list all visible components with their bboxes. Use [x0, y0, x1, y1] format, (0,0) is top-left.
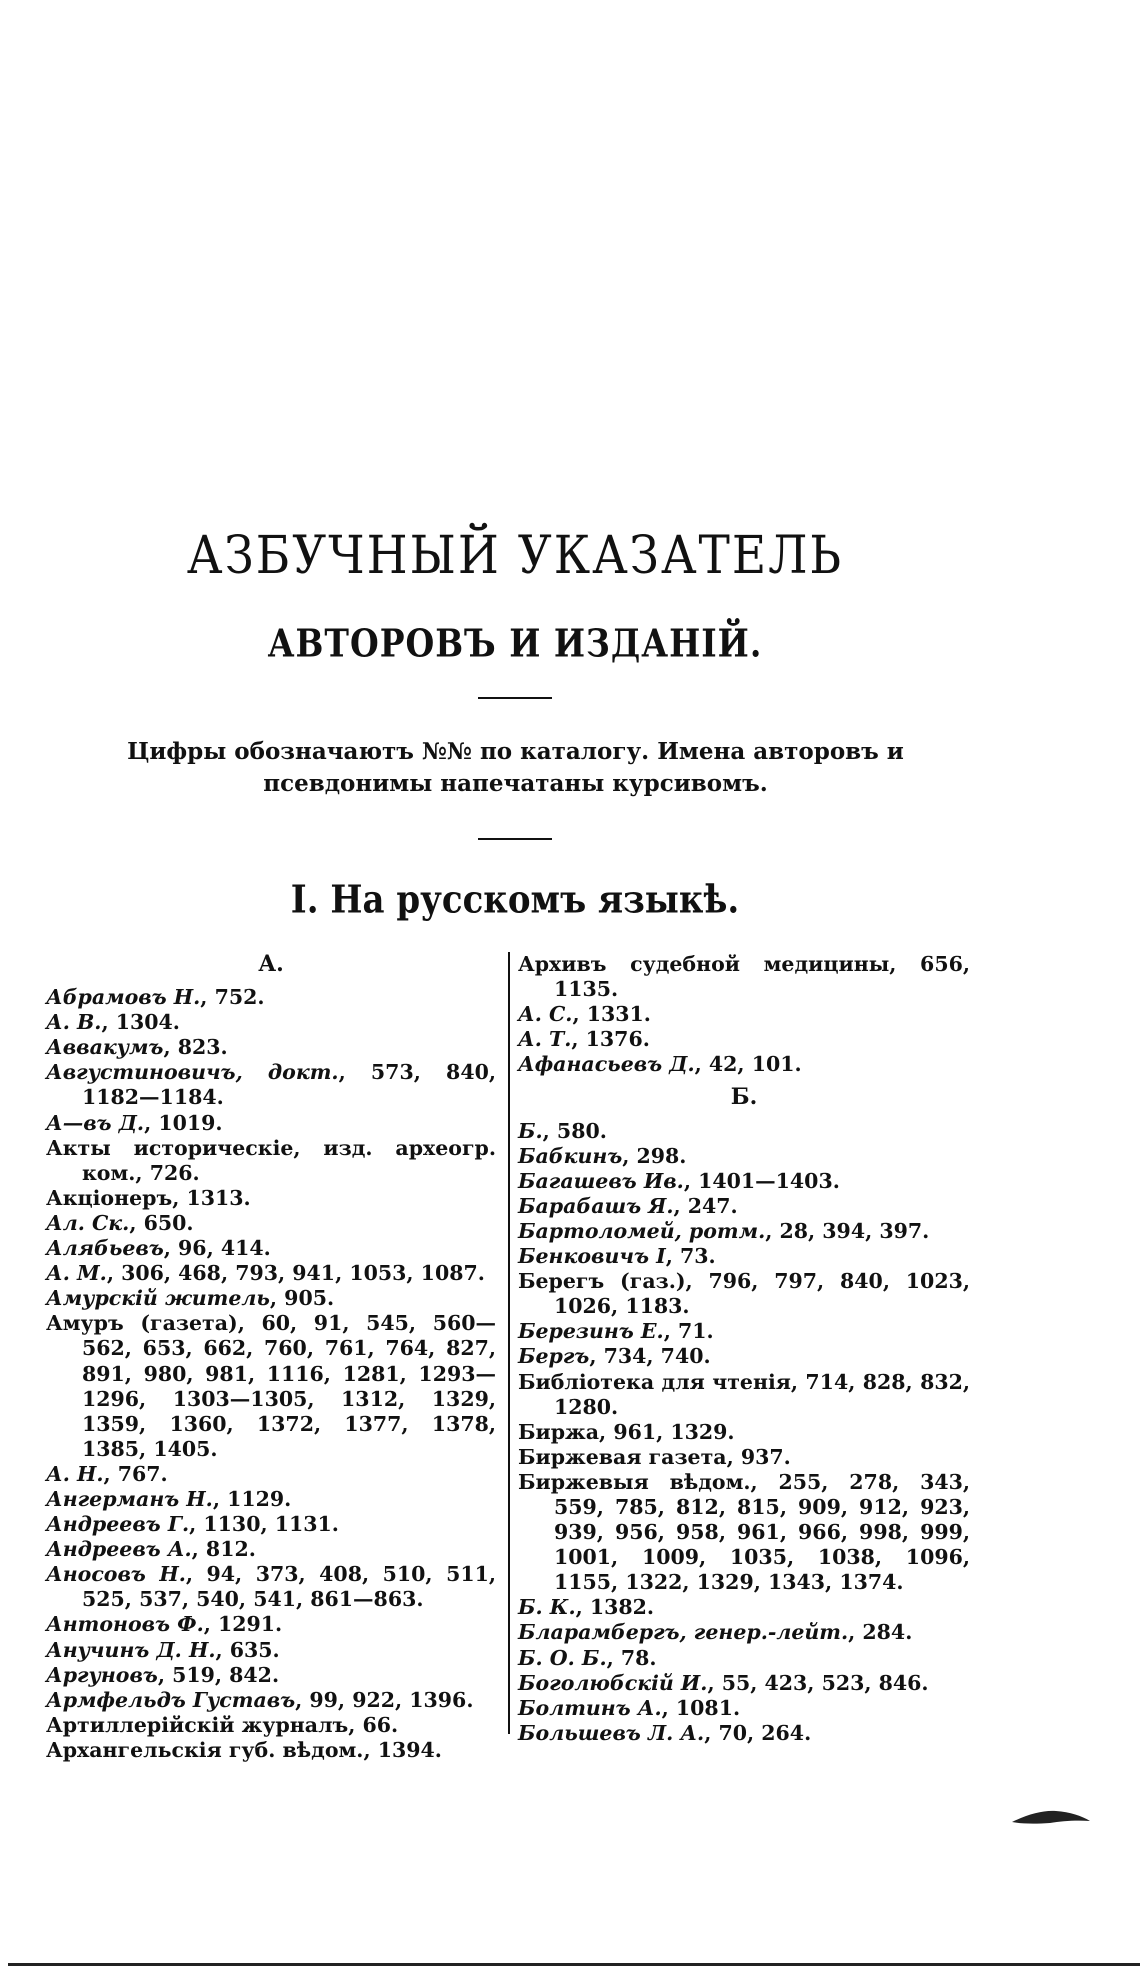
- index-entry: [518, 1219, 970, 1244]
- entry-references: , 55, 423, 523, 846.: [707, 1670, 929, 1695]
- index-entry: [518, 1646, 970, 1671]
- entry-author-name: Бларамбергъ, генер.-лейт.: [518, 1620, 849, 1645]
- index-entry: [518, 1445, 970, 1470]
- entry-references: , 1401—1403.: [683, 1168, 840, 1193]
- entry-references: , 573, 840, 1182—1184.: [82, 1060, 496, 1110]
- divider-rule: [478, 697, 552, 699]
- entry-list: [46, 985, 496, 1763]
- entry-references: , 1376.: [571, 1027, 650, 1052]
- entry-references: , 1304.: [101, 1010, 180, 1035]
- index-entry: [46, 1035, 496, 1060]
- entry-references: , 28, 394, 397.: [765, 1218, 930, 1243]
- entry-author-name: Аввакумъ: [46, 1035, 164, 1060]
- index-entry: [46, 1487, 496, 1512]
- divider-rule: [478, 838, 552, 840]
- entry-references: Артиллерійскій журналъ, 66.: [46, 1712, 399, 1737]
- entry-references: Акты историческіе, изд. археогр. ком., 726.: [46, 1135, 496, 1185]
- index-entry: [518, 1344, 970, 1369]
- entry-author-name: Б. К.: [518, 1595, 576, 1620]
- entry-references: , 73.: [665, 1244, 716, 1269]
- index-entry: [518, 1144, 970, 1169]
- index-entry: [46, 1713, 496, 1738]
- entry-references: , 734, 740.: [589, 1344, 711, 1369]
- index-entry: [518, 1620, 970, 1645]
- index-entry: [46, 1537, 496, 1562]
- entry-author-name: Ал. Ск.: [46, 1210, 130, 1235]
- entry-references: , 247.: [673, 1193, 738, 1218]
- entry-references: , 752.: [200, 985, 265, 1010]
- page-subtitle: АВТОРОВЪ И ИЗДАНІЙ.: [267, 621, 763, 666]
- entry-references: , 1129.: [212, 1486, 292, 1511]
- index-entry: [46, 1738, 496, 1763]
- index-entry: [46, 1638, 496, 1663]
- column-divider: [508, 952, 510, 1734]
- section-heading: I. На русскомъ языкѣ.: [290, 877, 740, 923]
- entry-references: , 905.: [269, 1286, 335, 1311]
- index-entry: [518, 1470, 970, 1595]
- entry-references: , 94, 373, 408, 510, 511, 525, 537, 540, 541, 861—863.: [82, 1562, 497, 1612]
- entry-references: , 1382.: [575, 1595, 655, 1620]
- index-entry: [46, 1261, 496, 1286]
- index-column-right: [518, 952, 970, 1746]
- entry-references: , 580.: [542, 1118, 607, 1143]
- entry-references: , 306, 468, 793, 941, 1053, 1087.: [106, 1261, 485, 1286]
- index-entry: [518, 952, 970, 1002]
- entry-author-name: Барабашъ Я.: [518, 1193, 674, 1218]
- index-entry: [46, 1311, 496, 1462]
- index-entry: [518, 1052, 970, 1077]
- entry-references: , 71.: [663, 1319, 714, 1344]
- index-entry: [46, 1612, 496, 1637]
- entry-references: , 1331.: [572, 1002, 651, 1027]
- entry-references: , 823.: [163, 1035, 228, 1060]
- entry-author-name: Багашевъ Ив.: [518, 1168, 684, 1193]
- index-entry: [518, 1169, 970, 1194]
- index-entry: [46, 1136, 496, 1186]
- entry-author-name: Андреевъ Г.: [46, 1512, 190, 1537]
- entry-references: , 78.: [606, 1645, 657, 1670]
- page-title: АЗБУЧНЫЙ УКАЗАТЕЛЬ: [186, 524, 844, 587]
- entry-references: , 1130, 1131.: [189, 1512, 339, 1537]
- entry-references: , 70, 264.: [704, 1720, 812, 1745]
- entry-references: Биржа, 961, 1329.: [518, 1419, 735, 1444]
- entry-author-name: Амурскій житель: [46, 1286, 270, 1311]
- entry-author-name: Аносовъ Н.: [46, 1562, 186, 1587]
- index-entry: [46, 1286, 496, 1311]
- index-entry: [46, 1663, 496, 1688]
- entry-author-name: Болтинъ А.: [518, 1695, 662, 1720]
- index-entry: [46, 1186, 496, 1211]
- entry-references: Биржевая газета, 937.: [518, 1444, 791, 1469]
- entry-author-name: Б. О. Б.: [518, 1645, 607, 1670]
- entry-author-name: Алябьевъ: [46, 1236, 164, 1261]
- index-entry: [518, 1370, 970, 1420]
- letter-heading-b: Б.: [730, 1084, 758, 1111]
- entry-references: Амуръ (газета), 60, 91, 545, 560—562, 653, 662, 760, 761, 764, 827, 891, 980, 981, 1116, 1281, 1293—1296, 1303—1305, 1312, 1329, 1359, 1360, 1372, 1377, 1378, 1385, 1405.: [46, 1311, 496, 1461]
- entry-author-name: Афанасьевъ Д.: [518, 1052, 695, 1077]
- entry-author-name: Большевъ Л. А.: [518, 1720, 705, 1745]
- index-entry: [46, 1688, 496, 1713]
- index-entry: [518, 1269, 970, 1319]
- entry-author-name: А. Н.: [46, 1461, 104, 1486]
- entry-author-name: Бергъ: [518, 1344, 590, 1369]
- entry-references: , 1081.: [661, 1695, 741, 1720]
- entry-list: [518, 1119, 970, 1746]
- index-entry: [46, 985, 496, 1010]
- letter-heading-a: А.: [258, 951, 284, 977]
- entry-author-name: Армфельдъ Густавъ: [46, 1687, 296, 1712]
- index-entry: [46, 1236, 496, 1261]
- entry-author-name: А. Т.: [518, 1027, 572, 1052]
- entry-references: Берегъ (газ.), 796, 797, 840, 1023, 1026, 1183.: [518, 1269, 970, 1319]
- entry-author-name: Антоновъ Ф.: [46, 1612, 204, 1637]
- index-entry: [46, 1211, 496, 1236]
- entry-author-name: А—въ Д.: [46, 1110, 145, 1135]
- entry-author-name: Августиновичъ, докт.: [46, 1060, 339, 1085]
- index-entry: [518, 1244, 970, 1269]
- entry-author-name: Бартоломей, ротм.: [518, 1218, 766, 1243]
- index-entry: [46, 1060, 496, 1110]
- entry-references: , 42, 101.: [694, 1052, 802, 1077]
- entry-author-name: Ангерманъ Н.: [46, 1486, 213, 1511]
- index-entry: [46, 1562, 496, 1612]
- entry-author-name: А. М.: [46, 1261, 107, 1286]
- entry-references: , 298.: [622, 1143, 687, 1168]
- entry-author-name: Аргуновъ: [46, 1662, 158, 1687]
- entry-references: Архангельскія губ. вѣдом., 1394.: [46, 1737, 442, 1762]
- entry-references: , 767.: [103, 1461, 168, 1486]
- index-entry: [46, 1010, 496, 1035]
- entry-references: Биржевыя вѣдом., 255, 278, 343, 559, 785, 812, 815, 909, 912, 923, 939, 956, 958, 961, 966, 998, 999, 1001, 1009, 1035, 1038, 1096, 1155, 1322, 1329, 1343, 1374.: [518, 1469, 970, 1595]
- entry-author-name: Бабкинъ: [518, 1143, 623, 1168]
- entry-references: , 519, 842.: [157, 1662, 280, 1687]
- index-entry: [518, 1319, 970, 1344]
- index-column-left: [46, 952, 496, 1763]
- page-bottom-edge: [8, 1963, 1140, 1966]
- index-entry: [518, 1119, 970, 1144]
- index-entry: [518, 1671, 970, 1696]
- index-entry: [46, 1111, 496, 1136]
- explanatory-note: Цифры обозначаютъ №№ по каталогу. Имена авторовъ и псевдонимы напечатаны курсивомъ.: [127, 738, 904, 797]
- entry-author-name: Абрамовъ Н.: [46, 985, 201, 1010]
- entry-author-name: Боголюбскій И.: [518, 1670, 708, 1695]
- entry-author-name: Березинъ Е.: [518, 1319, 664, 1344]
- index-entry: [518, 1721, 970, 1746]
- entry-references: , 812.: [191, 1537, 256, 1562]
- entry-references: , 284.: [848, 1620, 913, 1645]
- entry-list: [518, 952, 970, 1077]
- index-entry: [518, 1027, 970, 1052]
- entry-author-name: Анучинъ Д. Н.: [46, 1637, 216, 1662]
- index-entry: [46, 1462, 496, 1487]
- entry-references: , 99, 922, 1396.: [295, 1687, 474, 1712]
- index-entry: [518, 1595, 970, 1620]
- index-entry: [518, 1002, 970, 1027]
- entry-references: , 96, 414.: [163, 1236, 271, 1261]
- index-entry: [518, 1194, 970, 1219]
- entry-references: Акціонеръ, 1313.: [46, 1185, 251, 1210]
- entry-author-name: Б.: [518, 1118, 543, 1143]
- entry-references: Библіотека для чтенія, 714, 828, 832, 1280.: [518, 1369, 970, 1419]
- entry-author-name: Андреевъ А.: [46, 1537, 192, 1562]
- entry-references: , 650.: [129, 1210, 194, 1235]
- entry-author-name: Бенковичъ I: [518, 1244, 666, 1269]
- ink-blot-mark: [1010, 1808, 1092, 1826]
- entry-author-name: А. В.: [46, 1010, 102, 1035]
- index-entry: [518, 1696, 970, 1721]
- entry-references: , 1019.: [144, 1110, 223, 1135]
- entry-references: , 635.: [215, 1637, 280, 1662]
- entry-author-name: А. С.: [518, 1002, 573, 1027]
- index-entry: [46, 1512, 496, 1537]
- entry-references: Архивъ судебной медицины, 656, 1135.: [518, 952, 970, 1002]
- index-entry: [518, 1420, 970, 1445]
- entry-references: , 1291.: [203, 1612, 283, 1637]
